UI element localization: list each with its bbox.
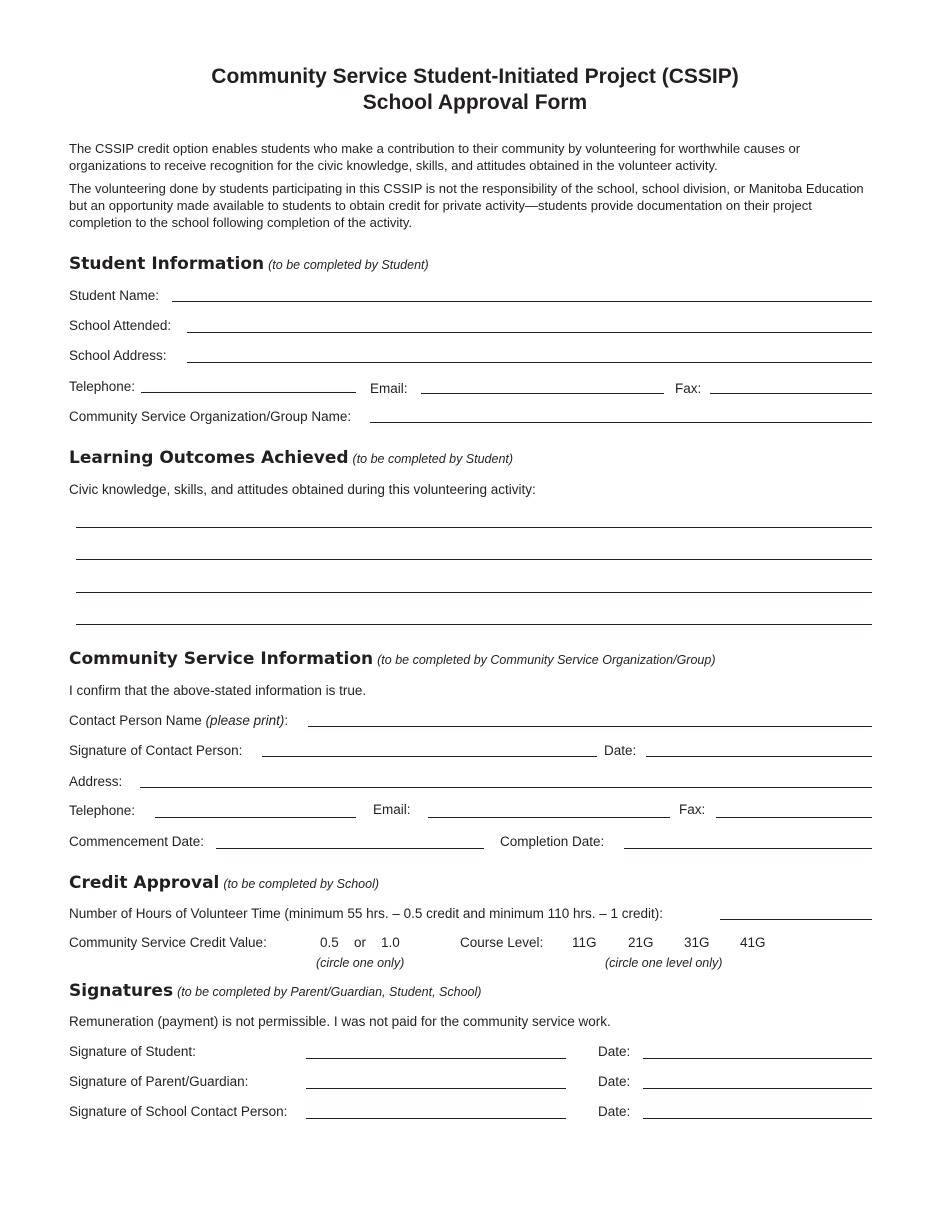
- section-note: (to be completed by Parent/Guardian, Student, School): [177, 985, 482, 999]
- section-note: (to be completed by School): [223, 877, 380, 891]
- org-fax-field[interactable]: [716, 817, 872, 818]
- course-level-41g[interactable]: 41G: [740, 935, 766, 950]
- student-fax-field[interactable]: [710, 393, 872, 394]
- contact-name-text: Contact Person Name: [69, 713, 206, 728]
- school-address-field[interactable]: [187, 362, 872, 363]
- contact-name-label: [69, 712, 288, 730]
- intro-paragraph-1: The CSSIP credit option enables students who make a contribution to their community by volunteering for worthwhile causes or organizations to receive recognition for the civic knowledge, skills, and attitudes obtained in the volunteer activity.: [69, 141, 801, 173]
- school-attended-field[interactable]: [187, 332, 872, 333]
- org-email-label: Email:: [373, 802, 411, 817]
- school-address-label: School Address:: [69, 348, 167, 363]
- credit-option-0-5[interactable]: 0.5: [320, 935, 339, 950]
- section-title: Community Service Information: [69, 649, 374, 669]
- title-line-2: School Approval Form: [362, 91, 588, 114]
- school-attended-label: School Attended:: [69, 318, 172, 333]
- student-name-label: Student Name:: [69, 288, 160, 303]
- learning-outcomes-line[interactable]: [76, 559, 872, 560]
- volunteer-hours-label: Number of Hours of Volunteer Time (minimum 55 hrs. – 0.5 credit and minimum 110 hrs. – 1 credit):: [69, 906, 663, 921]
- completion-date-label: Completion Date:: [500, 834, 605, 849]
- section-note: (to be completed by Student): [268, 258, 429, 272]
- parent-date-label: Date:: [598, 1074, 631, 1089]
- learning-outcomes-heading: [69, 447, 513, 470]
- remuneration-statement: Remuneration (payment) is not permissible. I was not paid for the community service work.: [69, 1014, 611, 1029]
- student-date-field[interactable]: [643, 1058, 872, 1059]
- completion-date-field[interactable]: [624, 848, 872, 849]
- credit-option-1-0[interactable]: 1.0: [381, 935, 400, 950]
- student-email-field[interactable]: [421, 393, 664, 394]
- contact-date-field[interactable]: [646, 756, 872, 757]
- student-telephone-field[interactable]: [141, 392, 356, 393]
- section-title: Credit Approval: [69, 873, 220, 893]
- contact-signature-field[interactable]: [262, 756, 597, 757]
- credit-value-label: Community Service Credit Value:: [69, 935, 267, 950]
- course-level-31g[interactable]: 31G: [684, 935, 710, 950]
- student-name-field[interactable]: [172, 301, 872, 302]
- learning-outcomes-line[interactable]: [76, 624, 872, 625]
- org-address-field[interactable]: [140, 787, 872, 788]
- school-contact-signature-label: Signature of School Contact Person:: [69, 1104, 288, 1119]
- learning-outcomes-line[interactable]: [76, 592, 872, 593]
- section-note: (to be completed by Student): [352, 452, 514, 466]
- credit-hint: (circle one only): [316, 956, 405, 970]
- student-fax-label: Fax:: [675, 381, 702, 396]
- section-title: Student Information: [69, 254, 265, 274]
- org-telephone-field[interactable]: [155, 817, 356, 818]
- title-line-1: Community Service Student-Initiated Project (CSSIP): [211, 65, 739, 88]
- student-email-label: Email:: [370, 381, 408, 396]
- student-info-heading: [69, 253, 429, 276]
- student-telephone-label: Telephone:: [69, 379, 136, 394]
- commencement-date-field[interactable]: [216, 848, 484, 849]
- contact-signature-label: Signature of Contact Person:: [69, 743, 243, 758]
- school-contact-date-field[interactable]: [643, 1118, 872, 1119]
- course-level-21g[interactable]: 21G: [628, 935, 654, 950]
- course-level-hint: (circle one level only): [605, 956, 723, 970]
- student-date-label: Date:: [598, 1044, 631, 1059]
- please-print-note: (please print): [205, 713, 285, 728]
- org-name-field[interactable]: [370, 422, 872, 423]
- contact-date-label: Date:: [604, 743, 637, 758]
- org-fax-label: Fax:: [679, 802, 706, 817]
- course-level-label: Course Level:: [460, 935, 544, 950]
- volunteer-hours-field[interactable]: [720, 919, 872, 920]
- school-contact-signature-field[interactable]: [306, 1118, 566, 1119]
- colon: :: [284, 713, 289, 728]
- contact-name-field[interactable]: [308, 726, 872, 727]
- org-name-label: Community Service Organization/Group Name:: [69, 409, 352, 424]
- section-title: Signatures: [69, 981, 174, 1001]
- section-note: (to be completed by Community Service Organization/Group): [377, 653, 716, 667]
- school-contact-date-label: Date:: [598, 1104, 631, 1119]
- student-signature-label: Signature of Student:: [69, 1044, 196, 1059]
- form-title: [0, 64, 950, 116]
- credit-approval-heading: [69, 872, 379, 895]
- signatures-heading: [69, 980, 481, 1003]
- learning-outcomes-line[interactable]: [76, 527, 872, 528]
- course-level-11g[interactable]: 11G: [572, 935, 597, 950]
- parent-date-field[interactable]: [643, 1088, 872, 1089]
- section-title: Learning Outcomes Achieved: [69, 448, 349, 468]
- learning-prompt: Civic knowledge, skills, and attitudes obtained during this volunteering activity:: [69, 482, 536, 497]
- community-service-heading: [69, 648, 715, 671]
- student-signature-field[interactable]: [306, 1058, 566, 1059]
- org-email-field[interactable]: [428, 817, 670, 818]
- parent-signature-label: Signature of Parent/Guardian:: [69, 1074, 249, 1089]
- intro-paragraph-2: The volunteering done by students participating in this CSSIP is not the responsibility of the school, school division, or Manitoba Education but an opportunity made available to students to obtain credit for private activity—students provide documentation on their project completion to the school following completion of the activity.: [69, 181, 864, 230]
- confirm-statement: I confirm that the above-stated information is true.: [69, 683, 367, 698]
- org-address-label: Address:: [69, 774, 123, 789]
- parent-signature-field[interactable]: [306, 1088, 566, 1089]
- org-telephone-label: Telephone:: [69, 803, 136, 818]
- credit-or-text: or: [354, 935, 367, 950]
- commencement-date-label: Commencement Date:: [69, 834, 205, 849]
